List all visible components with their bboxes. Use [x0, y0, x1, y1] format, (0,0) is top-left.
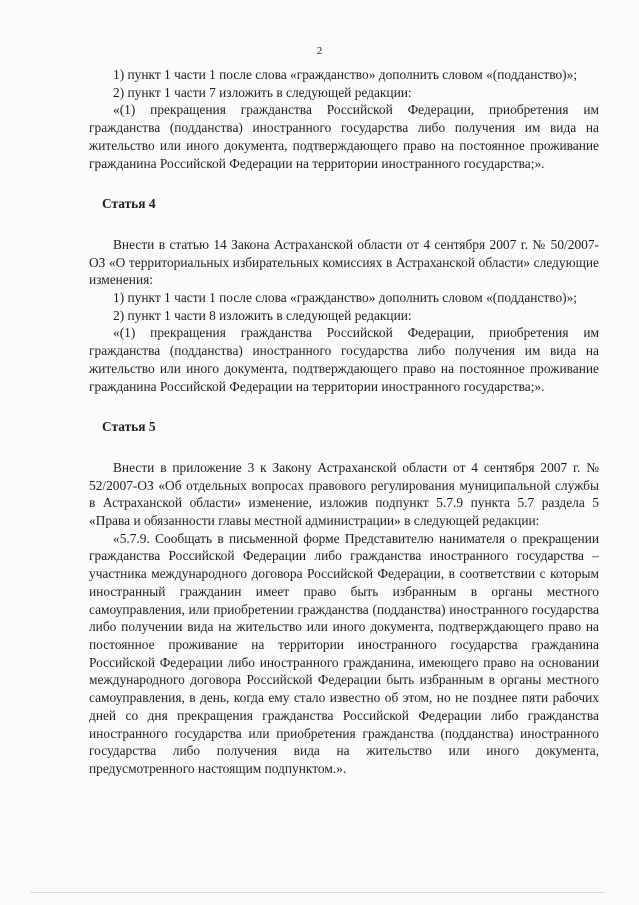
- paragraph: «5.7.9. Сообщать в письменной форме Представителю нанимателя о прекращении гражданства Российской Федерации либо гражданства иностранного государства – участника международного договора Российской Федерации, в соответствии с которым иностранный гражданин имеет право быть избранным в органы местного самоуправления, или приобретении гражданства (подданства) иностранного государства либо получении вида на жительство или иного документа, подтверждающего право на постоянное проживание на территории иностранного государства гражданина Российской Федерации либо иностранного гражданина, имеющего право на основании международного договора Российской Федерации быть избранным в органы местного самоуправления, в день, когда ему стало известно об этом, но не позднее пяти рабочих дней со дня прекращения гражданства Российской Федерации либо гражданства иностранного государства или приобретения гражданства (подданства) иностранного государства либо получения вида на жительство или иного документа, предусмотренного настоящим подпунктом.».: [89, 530, 599, 776]
- document-body: [89, 66, 599, 778]
- paragraph: 1) пункт 1 части 1 после слова «гражданство» дополнить словом «(подданство)»;: [113, 67, 578, 82]
- section-article-4: [89, 195, 599, 395]
- scan-artifact-line: [30, 892, 605, 893]
- page-number: 2: [316, 45, 323, 57]
- article-heading: Статья 5: [102, 419, 156, 435]
- paragraph: 2) пункт 1 части 7 изложить в следующей редакции:: [113, 84, 412, 100]
- paragraph: «(1) прекращения гражданства Российской Федерации, приобретения им гражданства (подданства) иностранного государства либо получения им вида на жительство или иного документа, подтверждающего право на постоянное проживание гражданина Российской Федерации на территории иностранного государства;».: [89, 325, 599, 394]
- paragraph: Внести в приложение 3 к Закону Астраханской области от 4 сентября 2007 г. № 52/2007-ОЗ «Об отдельных вопросах правового регулирования муниципальной службы в Астраханской области» изменение, изложив подпункт 5.7.9 пункта 5.7 раздела 5 «Права и обязанности главы местной администрации» в следующей редакции:: [89, 459, 599, 529]
- paragraph: Внести в статью 14 Закона Астраханской области от 4 сентября 2007 г. № 50/2007-ОЗ «О территориальных избирательных комиссиях в Астраханской области» следующие изменения:: [89, 236, 599, 288]
- section-intro: [89, 66, 599, 172]
- paragraph: 2) пункт 1 части 8 изложить в следующей редакции:: [113, 307, 412, 323]
- section-article-5: [89, 418, 599, 777]
- paragraph: 1) пункт 1 части 1 после слова «гражданство» дополнить словом «(подданство)»;: [113, 290, 578, 306]
- article-heading: Статья 4: [102, 196, 156, 212]
- paragraph: «(1) прекращения гражданства Российской Федерации, приобретения им гражданства (подданства) иностранного государства либо получения им вида на жительство или иного документа, подтверждающего право на постоянное проживание гражданина Российской Федерации на территории иностранного государства;».: [89, 102, 599, 171]
